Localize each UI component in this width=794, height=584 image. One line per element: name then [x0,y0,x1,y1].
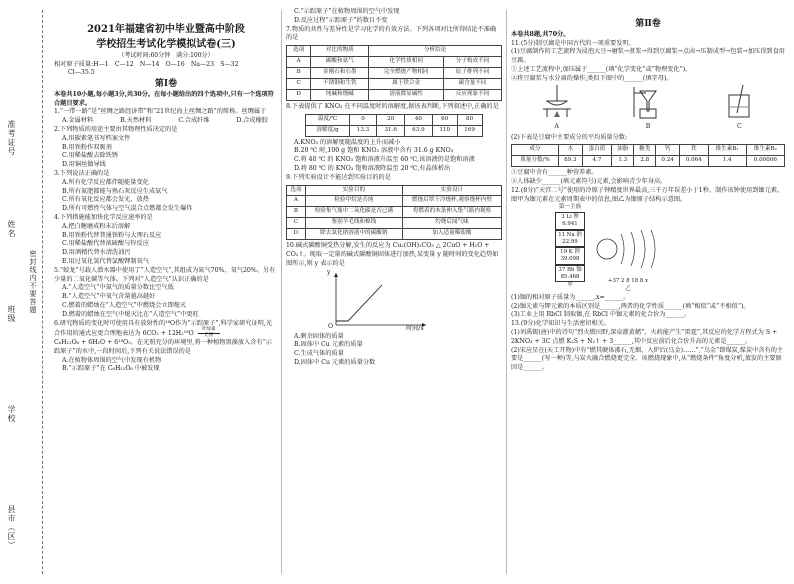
q11-table [511,144,785,167]
q6-stem-text: 6.研究物质的变化时可使用具有放射性的¹⁸O作为“示踪原子”,科学家研究证明,光合作用的通式应更合理地表达为 6CO₂ + 12H₂¹⁸O [54,319,273,338]
q8-cell: 40 [405,114,433,125]
q11-cell: 1.4 [708,156,746,167]
q8-option: D.将 80 ℃ 的 KNO₃ 饱和溶液降温至 20 ℃,有晶体析出 [294,164,451,172]
q11-header: 蛋白质 [582,145,612,156]
element-card-na: 11 Na 钠 22.99 [555,230,585,248]
apparatus-label: A [554,122,559,130]
q8-cell: 63.9 [405,125,433,136]
sealing-warning: 密封线内不要答题 [29,250,37,314]
q13-text: (1)刘禹锡(唐)中的诗句“烈火煅田野,深泉濯黄赭”。火药能产生“雷霆”,其反应的化学方程式为 S + 2KNO₃ + 3C 点燃 K₂S + N₂↑ + 3______,其中反应前后化合价升高的元素是______。 [511,329,778,345]
q10-graph-svg [322,269,432,333]
q11-cell: 0.24 [656,156,680,167]
apparatus-c [719,83,759,132]
atomic-mass-line2: Cl—35.5 [68,69,95,77]
q1-option-b: B.天然材料 [120,117,152,125]
q9-cell: 燃烧后罩干冷烧杯,观察烧杯内壁 [402,196,501,207]
q9-table [286,185,502,241]
q9-cell: 加入适量稀盐酸 [402,229,501,240]
q7-cell: 化学性质相同 [369,57,444,68]
q1-option-c: C.合成纤维 [178,117,210,125]
figure-label-a: 甲 [567,282,573,289]
section-1-title: 第Ⅰ卷 [154,79,178,90]
q11-cell: 4.7 [582,156,612,167]
q11-text: ①豆腐中含有______种营养素。 [511,169,598,177]
q6-stem-2: C₆H₁₂O₆ + 6H₂O + 6¹⁸O₂。在光照充分的环境里,将一种植物黑藻放入含有“示踪原子”的水中,一段时间后,下列有关说法错误的是 [54,339,272,355]
section-1-intro: 本卷共10小题,每小题3分,共30分。在每小题给出的四个选项中,只有一个选项符合题目要求。 [54,90,274,107]
q8-cell: 溶解度/g [306,125,349,136]
q8-option: A.KNO₃ 的溶解度随温度的上升而减小 [294,138,401,146]
q8-option: C.将 40 ℃ 的 KNO₃ 饱和溶液升温至 60 ℃,该溶液仍是饱和溶液 [294,156,475,164]
q11-cell: 0.064 [679,156,708,167]
atom-structure-text: +37 2 8 18 8 x [607,278,649,285]
q11-text: (1)豆腐制作的工艺流程为浸泡大豆→磨浆→煮浆→得到豆腐浆→点卤→压制成型→包装→加压得到食用豆腐。 [511,48,785,65]
atom-diagram-icon [593,224,663,274]
q8-cell: 80 [457,114,482,125]
q3-stem: 3.下列说法正确的是 [54,170,110,178]
trend-curve [336,285,382,321]
table-row [512,156,785,167]
q7-cell: 溶液都显碱性 [369,89,444,100]
table-row [287,229,502,240]
q9-header: 实验目的 [305,185,402,196]
element-card-rb: 37 Rb 铷 85.468 [555,265,585,283]
atomic-mass-line1: 相对原子质量:H—1 C—12 N—14 O—16 Na—23 S—32 [54,60,239,68]
table-row [306,114,482,125]
q7-cell: 属于铁合金 [369,79,444,90]
q11-header: 油脂 [612,145,634,156]
q11-header: 维生素B₁ [708,145,746,156]
q11-header: 铁 [679,145,708,156]
q8-cell: 31.6 [377,125,405,136]
apparatus-b [628,83,668,132]
q2-option: D.用铜丝做导线 [62,161,106,169]
q10-option: B.固体中 Cu 元素的质量 [294,341,363,349]
table-row [287,196,502,207]
q11-header: 水 [558,145,582,156]
q9-header: 实验设计 [402,185,501,196]
q7-header: 分析结论 [369,46,502,57]
q8-cell: 169 [457,125,482,136]
q9-cell: 灼烧后闻气味 [402,218,501,229]
figure-label-b: 乙 [625,285,631,292]
apparatus-label: C [736,122,742,130]
q2-stem: 2.下列物质的用途主要由其物理性质决定的是 [54,126,178,134]
graph-y-label: y [327,268,331,276]
evaporation-icon [537,83,577,119]
apparatus-label: B [645,122,651,130]
exam-info: （考试时间:60分钟 满分:100分） [118,52,214,59]
q11-cell: 0.00006 [746,156,784,167]
q9-cell: B [287,207,306,218]
q13-stem: 13.(9分)化学知识与生活密切相关。 [511,320,611,328]
q11-text: ②将豆腐浆与水分离的操作,类似下图中的______(填字母)。 [511,74,673,82]
q3-option: D.所有可燃性气体与空气混合点燃都会发生爆炸 [62,205,193,213]
q9-cell: 将燃着的木条伸入集气瓶内观察 [402,207,501,218]
q9-cell: 检验甲烷是否纯 [305,196,402,207]
q8-cell: 0 [349,114,377,125]
label-class: 班级 [7,305,16,323]
seal-line [42,10,43,574]
q6-option: B.“示踪原子”在 C₆H₁₂O₆ 中被发现 [62,365,160,373]
paper-title-line2: 学校招生考试化学模拟试卷(三) [96,39,236,50]
q7-table [286,45,502,101]
q7-header: 对比的物质 [311,46,369,57]
element-card-k: 19 K 钾 39.098 [555,247,585,265]
q9-cell: C [287,218,306,229]
q11-cell: 2.8 [634,156,656,167]
binding-margin [0,0,50,584]
q4-stem: 4.下列措施能加快化学反应速率的是 [54,214,153,222]
table-row [306,125,482,136]
q4-option: C.用稀盐酸代替浓硫酸与锌反应 [62,240,149,248]
q7-cell: 纯碱和烧碱 [311,89,369,100]
q7-cell: 完全燃烧产物相同 [369,68,444,79]
q6-option-cont: C.“示踪原子”在植物周围的空气中发现 [294,8,400,15]
section-2-intro: 本卷共8题,共70分。 [511,30,570,38]
q11-apparatus-figure [511,84,785,134]
q7-cell: 原子排列不同 [444,68,502,79]
q7-cell: A [287,57,311,68]
q8-cell: 13.3 [349,125,377,136]
column-divider-2 [506,10,507,574]
q10-option: A.剩余固体的质量 [294,332,344,340]
table-row [287,89,502,100]
q7-cell: 分子构成不同 [444,57,502,68]
q5-option: C.燃着的蜡烛在“人造空气”中燃烧会立即熄灭 [62,302,187,309]
q12-figure [511,204,785,293]
column-2 [286,0,502,584]
q5-option: B.“人造空气”中氧气含量越高越好 [62,293,156,301]
q11-cell: 1.3 [612,156,634,167]
table-row [287,79,502,90]
group-title: 第一主族 [558,204,582,211]
q12-text: (2)铷元素与钾元素的本质区别是______,两者的化学性质______(填“相似”或“不相似”)。 [511,302,750,310]
q8-cell: 60 [432,114,457,125]
q2-option: B.用铁粉作双吸剂 [62,143,112,151]
y-axis-arrow [334,273,338,277]
q9-cell: 除去氯化钠溶液中的碳酸钠 [305,229,402,240]
q4-option: A.把白糖磨成粉末后溶解 [62,222,131,230]
q3-option: C.所有氧化反应都会发光、放热 [62,196,149,204]
column-1 [54,0,278,584]
table-row [287,207,502,218]
q5-option: A.“人造空气”中氮气的质量分数比空气低 [62,284,174,292]
q6-option: A.在植物体周围的空气中发现有机物 [62,356,162,364]
q11-text: ②人体缺少______(填元素符号)元素,会影响青少年身高。 [511,178,667,186]
label-name: 姓名 [7,220,16,238]
q6-stem [54,320,278,339]
label-exam-number: 准考证号 [7,120,16,156]
q11-text: ①上述工艺流程中,加压属于______(填“化学变化”或“物理变化”)。 [511,65,692,73]
q9-stem: 9.下列实验设计不能达到实验目的的是 [286,173,391,181]
q5-option: D.燃着的蜡烛在空气中熄灭比在“人造空气”中更旺 [62,310,199,318]
q7-cell: 碳含量不同 [444,79,502,90]
section-2-title: 第Ⅱ卷 [635,19,661,29]
q11-header: 糖类 [634,145,656,156]
q9-header: 选项 [287,185,306,196]
column-3 [511,0,785,584]
q1-options [54,117,278,126]
q8-cell: 110 [432,125,457,136]
q9-cell: A [287,196,306,207]
q8-cell: 20 [377,114,405,125]
q11-header: 维生素B₂ [746,145,784,156]
q4-option: E.用过氧化氢代替氯酸钾制氧气 [62,258,149,266]
apparatus-a [537,83,577,132]
q12-text: (1)铷的相对原子质量为______,x=______。 [511,293,630,301]
q9-cell: 检验集气瓶中二氧化碳是否已满 [305,207,402,218]
q4-option: B.用铁粉代替普通铁粉与大理石反应 [62,231,162,239]
q10-stem: 10.碱式碳酸铜受热分解,发生的反应为 Cu₂(OH)₂CO₃ △ 2CuO + H₂O + CO₂↑。现取一定量的碱式碳酸铜固体进行加热,某变量 y 随时间的变化趋势如图所示,则 y 表示的是 [286,242,499,267]
periodic-group-figure [555,204,585,290]
q8-stem: 8.下表提供了 KNO₃ 在不同温度时的溶解度,据该表判断,下列叙述中,正确的是 [286,102,499,110]
q7-cell: 碳酸和氨气 [311,57,369,68]
q7-cell: 金刚石和石墨 [311,68,369,79]
q7-cell: B [287,68,311,79]
paper-title-line1: 2021年福建省初中毕业暨高中阶段 [87,24,245,35]
q9-cell: D [287,229,306,240]
q1-stem: 1.“一带一路”是“丝绸之路经济带”和“21世纪海上丝绸之路”的简称。丝绸属于 [54,108,267,116]
q5-stem: 5.“蛟龙”号载人潜水器中使用了“人造空气”,其组成为氮气70%、氧气20%、另有少量的二氧化碳等气体。下列对“人造空气”认识正确的是 [54,266,276,283]
element-card-li: 3 Li 锂 6.941 [555,212,585,230]
q7-cell: C [287,79,311,90]
table-row [287,57,502,68]
q1-option-a: A.金属材料 [62,117,94,125]
q2-option: C.用稀盐酸去除铁锈 [62,152,118,160]
q10-option: D.固体中 Cu 元素的质量分数 [294,359,376,366]
q11-cell: 89.3 [558,156,582,167]
q3-option: A.所有化学反应都伴随能量变化 [62,178,149,186]
label-school: 学校 [7,405,16,423]
q3-option: B.所有氮肥都能与熟石灰反应生成氨气 [62,187,168,195]
table-row [287,68,502,79]
q9-cell: 鉴别羊毛线和棉线 [305,218,402,229]
q13-text: (2)宋应星在(天工开物)中有“燃其硬体沸石,无烟、入炉后(乌金)……”,“乌金”即煤炭,煤炭中含有的主要是______(写一种)等,与炭火融合燃烧更完全。该燃烧现象中,从“燃烧条件”角度分析,蒸发的主要原因是______。 [511,346,784,372]
reaction-arrow [198,328,220,339]
graph-x-label: 时间/s [406,324,424,332]
q11-cell: 质量分数/% [512,156,559,167]
q8-cell: 温度/℃ [306,114,349,125]
q11-header: 钙 [656,145,680,156]
q11-stem: 11.(5分)制豆腐是中国古代的一项重要发明。 [511,39,635,47]
q7-cell: D [287,89,311,100]
q7-cell: 不锈钢和生铁 [311,79,369,90]
q10-graph [322,269,502,333]
q12-text: (3)工业上用 RbCl 制取铷,在 RbCl 中铷元素的化合价为______。 [511,311,691,319]
q7-header: 选项 [287,46,311,57]
q12-stem: 12.(8分)“天宫二号”使用的冷原子钟精度世界最高,三千万年误差小于1秒。制作该钟使用到铷元素。图甲为铷元素在元素周期表中的信息,图乙为铷原子结构示意图。 [511,186,784,203]
q11-text: (2)下表是豆腐中主要成分的平均质量分数: [511,133,628,141]
column-divider-1 [281,10,282,574]
q8-table [305,114,482,137]
arrow-condition-bottom: 光照 [204,333,214,339]
q1-option-d: D.合成橡胶 [236,117,268,125]
q2-option: A.用碳素笔书写档案文件 [62,134,131,142]
label-county: 县市（区） [7,505,16,550]
q10-option: C.生成气体的质量 [294,350,344,358]
q7-stem: 7.物质的共性与差异性是学习化学的有效方法。下列各项对比所得结论不准确的是 [286,25,497,42]
graph-origin: O [328,322,334,330]
dissolving-icon [719,83,759,119]
arrow-condition-top: 叶绿素 [201,327,216,333]
q11-header: 成分 [512,145,559,156]
atom-structure-figure [593,224,663,293]
table-row [287,218,502,229]
q8-option: B.20 ℃ 时,100 g 饱和 KNO₃ 溶液中含有 31.6 g KNO₃ [294,147,454,155]
q6-option-cont: D.反应过程“示踪原子”的数目不变 [294,16,388,24]
filtration-icon [628,83,668,119]
q4-option: D.用酒精代替水清洗油污 [62,249,131,257]
q7-cell: 反应现象不同 [444,89,502,100]
